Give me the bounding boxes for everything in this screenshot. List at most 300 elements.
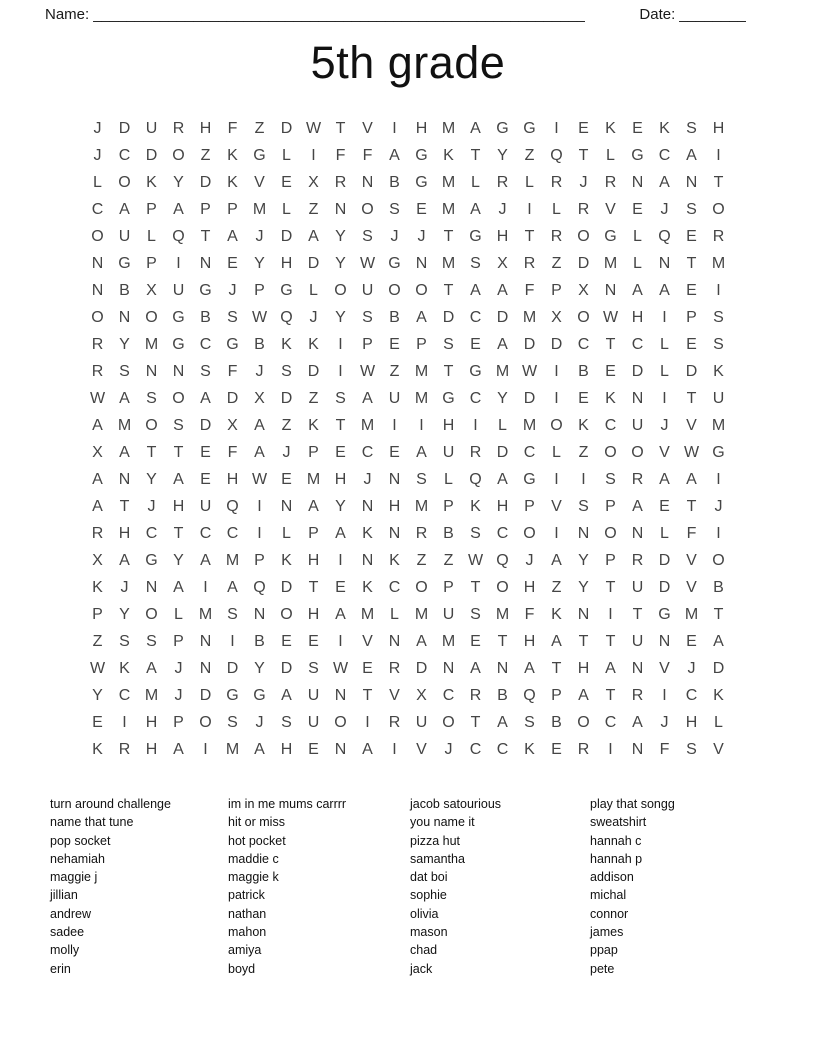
grid-cell: E (227, 254, 238, 272)
grid-cell: A (686, 146, 697, 164)
grid-cell: R (172, 119, 185, 137)
grid-cell: L (282, 146, 291, 164)
grid-row (84, 601, 732, 628)
grid-cell: X (254, 389, 265, 407)
grid-cell: L (174, 605, 183, 623)
grid-cell: Y (119, 605, 130, 623)
grid-cell: I (662, 686, 667, 704)
grid-cell: C (469, 389, 482, 407)
word-list-item: connor (590, 906, 629, 921)
grid-cell: Z (92, 632, 103, 650)
grid-cell: Q (253, 578, 266, 596)
grid-cell: S (173, 416, 184, 434)
grid-cell: Z (308, 200, 319, 218)
grid-cell: I (581, 470, 586, 488)
grid-cell: I (608, 605, 613, 623)
grid-cell: N (388, 470, 401, 488)
grid-cell: V (416, 740, 427, 758)
word-list-item: name that tune (50, 815, 134, 830)
grid-cell: E (551, 740, 562, 758)
grid-cell: C (226, 524, 239, 542)
grid-cell: I (230, 632, 235, 650)
grid-cell: M (306, 470, 321, 488)
grid-cell: U (631, 632, 644, 650)
grid-cell: O (604, 524, 617, 542)
grid-cell: V (686, 416, 697, 434)
grid-row (84, 142, 732, 169)
grid-cell: G (631, 146, 644, 164)
grid-cell: C (604, 713, 617, 731)
grid-cell: A (92, 497, 103, 515)
grid-cell: P (443, 578, 454, 596)
grid-cell: X (227, 416, 238, 434)
grid-cell: R (91, 362, 104, 380)
grid-cell: H (388, 497, 401, 515)
grid-cell: L (93, 173, 102, 191)
grid-cell: J (660, 713, 669, 731)
grid-cell: A (497, 335, 508, 353)
grid-cell: C (604, 416, 617, 434)
grid-cell: N (604, 281, 617, 299)
grid-cell: E (416, 200, 427, 218)
grid-cell: L (633, 254, 642, 272)
grid-cell: G (118, 254, 131, 272)
grid-cell: E (686, 281, 697, 299)
grid-cell: C (388, 578, 401, 596)
grid-cell: K (470, 497, 481, 515)
grid-cell: P (686, 308, 697, 326)
grid-cell: T (173, 443, 184, 461)
grid-cell: W (602, 308, 619, 326)
grid-cell: A (686, 470, 697, 488)
grid-cell: T (551, 659, 562, 677)
grid-cell: R (469, 686, 482, 704)
grid-cell: T (605, 686, 616, 704)
grid-cell: T (578, 632, 589, 650)
word-list-item: olivia (410, 906, 439, 921)
grid-cell: C (199, 335, 212, 353)
grid-cell: T (470, 578, 481, 596)
grid-cell: Y (119, 335, 130, 353)
grid-cell: O (577, 308, 590, 326)
word-list-item: hit or miss (228, 815, 285, 830)
grid-cell: T (200, 227, 211, 245)
grid-cell: Y (335, 497, 346, 515)
grid-cell: A (659, 281, 670, 299)
grid-cell: Z (200, 146, 211, 164)
grid-cell: G (442, 389, 455, 407)
grid-cell: B (497, 686, 508, 704)
grid-cell: I (203, 578, 208, 596)
grid-cell: C (685, 686, 698, 704)
grid-cell: B (551, 713, 562, 731)
grid-cell: L (525, 173, 534, 191)
grid-cell: B (443, 524, 454, 542)
grid-cell: H (280, 740, 293, 758)
grid-cell: C (658, 146, 671, 164)
grid-cell: A (578, 686, 589, 704)
word-list-column (50, 795, 228, 978)
word-list-item: patrick (228, 888, 265, 903)
grid-cell: W (251, 470, 268, 488)
grid-cell: G (415, 173, 428, 191)
grid-cell: S (470, 254, 481, 272)
grid-cell: Z (443, 551, 454, 569)
grid-cell: A (173, 740, 184, 758)
word-list-item: pete (590, 961, 615, 976)
date-group (639, 6, 746, 23)
grid-cell: S (713, 308, 724, 326)
grid-cell: J (714, 497, 723, 515)
grid-cell: R (118, 740, 131, 758)
grid-cell: T (335, 119, 346, 137)
grid-cell: S (686, 740, 697, 758)
grid-row (84, 385, 732, 412)
grid-cell: N (361, 497, 374, 515)
grid-cell: C (577, 335, 590, 353)
grid-cell: L (552, 200, 561, 218)
word-list-column (410, 795, 590, 978)
grid-cell: D (226, 659, 239, 677)
grid-cell: M (441, 254, 456, 272)
word-list-item: maggie j (50, 870, 98, 885)
grid-cell: S (227, 605, 238, 623)
word-list-item: mahon (228, 925, 267, 940)
grid-cell: X (551, 308, 562, 326)
word-list-item: samantha (410, 851, 465, 866)
grid-cell: R (550, 227, 563, 245)
grid-cell: A (308, 227, 319, 245)
grid-cell: J (147, 497, 156, 515)
grid-cell: I (419, 416, 424, 434)
grid-cell: A (659, 173, 670, 191)
grid-cell: D (145, 146, 158, 164)
grid-cell: S (362, 227, 373, 245)
grid-cell: E (659, 497, 670, 515)
name-label: Name: (45, 6, 90, 23)
grid-cell: A (254, 740, 265, 758)
grid-cell: K (713, 362, 724, 380)
grid-cell: D (307, 362, 320, 380)
grid-cell: H (307, 605, 320, 623)
word-list-item: chad (410, 943, 438, 958)
grid-cell: N (631, 740, 644, 758)
grid-cell: P (551, 281, 562, 299)
grid-cell: J (363, 470, 372, 488)
grid-cell: A (254, 416, 265, 434)
grid-cell: K (713, 686, 724, 704)
grid-cell: F (659, 740, 670, 758)
grid-cell: Y (92, 686, 103, 704)
grid-cell: C (118, 686, 131, 704)
grid-cell: M (144, 686, 159, 704)
grid-cell: O (118, 173, 131, 191)
grid-cell: Y (578, 551, 589, 569)
grid-cell: B (200, 308, 211, 326)
grid-cell: A (119, 200, 130, 218)
word-list-item: dat boi (410, 870, 448, 885)
grid-cell: T (605, 632, 616, 650)
grid-cell: D (280, 659, 293, 677)
grid-cell: A (632, 281, 643, 299)
grid-cell: O (199, 713, 212, 731)
word-list-item: sophie (410, 888, 447, 903)
grid-cell: T (362, 686, 373, 704)
word-list-item: mason (410, 925, 448, 940)
grid-cell: C (523, 443, 536, 461)
grid-cell: N (172, 362, 185, 380)
grid-cell: S (308, 659, 319, 677)
grid-cell: H (118, 524, 131, 542)
grid-cell: N (631, 524, 644, 542)
grid-cell: L (390, 605, 399, 623)
grid-cell: M (495, 362, 510, 380)
grid-cell: L (471, 173, 480, 191)
grid-cell: T (173, 524, 184, 542)
grid-cell: T (335, 416, 346, 434)
grid-cell: A (470, 281, 481, 299)
grid-cell: N (415, 254, 428, 272)
grid-cell: B (119, 281, 130, 299)
grid-cell: I (392, 119, 397, 137)
grid-row (84, 115, 732, 142)
grid-cell: I (365, 713, 370, 731)
grid-cell: U (145, 119, 158, 137)
grid-cell: Q (172, 227, 185, 245)
grid-cell: M (198, 605, 213, 623)
word-list-item: im in me mums carrrr (228, 797, 347, 811)
grid-cell: N (199, 254, 212, 272)
grid-cell: Y (497, 389, 508, 407)
grid-cell: D (280, 227, 293, 245)
grid-cell: H (577, 659, 590, 677)
grid-cell: V (659, 443, 670, 461)
grid-cell: X (92, 551, 103, 569)
grid-cell: O (577, 713, 590, 731)
grid-cell: I (716, 470, 721, 488)
grid-cell: G (604, 227, 617, 245)
grid-cell: Z (551, 578, 562, 596)
grid-cell: V (362, 119, 373, 137)
grid-cell: I (311, 146, 316, 164)
grid-cell: E (389, 443, 400, 461)
grid-row (84, 331, 732, 358)
grid-cell: A (362, 740, 373, 758)
grid-cell: W (683, 443, 700, 461)
grid-cell: F (524, 605, 535, 623)
word-list (0, 795, 816, 978)
grid-cell: T (443, 227, 454, 245)
grid-cell: N (361, 173, 374, 191)
grid-cell: M (225, 740, 240, 758)
grid-cell: L (282, 200, 291, 218)
grid-cell: M (360, 605, 375, 623)
word-list-item: amiya (228, 943, 262, 958)
grid-cell: A (119, 443, 130, 461)
grid-cell: J (390, 227, 399, 245)
grid-cell: I (338, 362, 343, 380)
grid-cell: I (716, 281, 721, 299)
grid-cell: L (147, 227, 156, 245)
date-blank-line: ________ (679, 6, 746, 23)
grid-cell: S (713, 335, 724, 353)
grid-cell: S (470, 524, 481, 542)
grid-cell: G (496, 119, 509, 137)
grid-cell: O (145, 308, 158, 326)
grid-cell: L (552, 443, 561, 461)
grid-cell: G (712, 443, 725, 461)
grid-cell: I (338, 335, 343, 353)
grid-cell: K (389, 551, 400, 569)
grid-cell: D (631, 362, 644, 380)
grid-cell: Y (335, 254, 346, 272)
grid-cell: O (334, 281, 347, 299)
word-list-item: sadee (50, 925, 85, 940)
grid-cell: E (686, 227, 697, 245)
grid-cell: W (359, 254, 376, 272)
grid-cell: D (280, 578, 293, 596)
grid-cell: I (176, 254, 181, 272)
grid-cell: J (174, 659, 183, 677)
grid-cell: K (92, 740, 103, 758)
grid-cell: N (91, 254, 104, 272)
grid-cell: R (577, 740, 590, 758)
grid-cell: C (442, 686, 455, 704)
grid-cell: E (308, 740, 319, 758)
grid-cell: Y (254, 254, 265, 272)
word-list-item: boyd (228, 961, 256, 976)
grid-cell: C (91, 200, 104, 218)
grid-cell: W (359, 362, 376, 380)
grid-cell: K (308, 416, 319, 434)
grid-row (84, 520, 732, 547)
grid-cell: P (524, 497, 535, 515)
grid-cell: A (200, 389, 211, 407)
grid-cell: S (362, 308, 373, 326)
grid-cell: O (496, 578, 509, 596)
grid-cell: A (173, 200, 184, 218)
grid-cell: A (632, 497, 643, 515)
grid-cell: R (631, 470, 644, 488)
grid-cell: X (497, 254, 508, 272)
word-list-item: hannah c (590, 833, 642, 848)
grid-cell: C (469, 308, 482, 326)
grid-cell: V (659, 659, 670, 677)
grid-cell: A (119, 551, 130, 569)
grid-cell: L (660, 524, 669, 542)
grid-cell: B (578, 362, 589, 380)
grid-cell: S (605, 470, 616, 488)
grid-cell: G (658, 605, 671, 623)
grid-cell: C (118, 146, 131, 164)
grid-cell: U (172, 281, 185, 299)
grid-cell: N (334, 200, 347, 218)
grid-cell: Q (469, 470, 482, 488)
grid-cell: K (281, 335, 292, 353)
grid-cell: F (227, 119, 238, 137)
grid-cell: I (257, 524, 262, 542)
grid-cell: N (631, 659, 644, 677)
grid-cell: G (253, 686, 266, 704)
grid-cell: Z (578, 443, 589, 461)
grid-cell: A (497, 470, 508, 488)
grid-cell: A (146, 659, 157, 677)
grid-cell: S (524, 713, 535, 731)
grid-cell: E (200, 443, 211, 461)
grid-cell: A (173, 470, 184, 488)
word-list-item: jack (410, 961, 433, 976)
grid-cell: O (334, 713, 347, 731)
grid-cell: D (199, 686, 212, 704)
grid-cell: J (417, 227, 426, 245)
grid-cell: T (632, 605, 643, 623)
grid-cell: I (608, 740, 613, 758)
grid-cell: K (281, 551, 292, 569)
grid-cell: U (388, 389, 401, 407)
grid-cell: P (308, 524, 319, 542)
grid-cell: Y (146, 470, 157, 488)
grid-cell: T (470, 146, 481, 164)
grid-cell: M (252, 200, 267, 218)
word-list-item: ppap (590, 943, 618, 958)
grid-cell: Y (497, 146, 508, 164)
grid-cell: E (335, 443, 346, 461)
grid-cell: I (554, 524, 559, 542)
grid-cell: K (443, 146, 454, 164)
grid-cell: W (305, 119, 322, 137)
grid-cell: R (712, 227, 725, 245)
grid-cell: R (388, 713, 401, 731)
grid-cell: D (496, 443, 509, 461)
grid-cell: L (606, 146, 615, 164)
grid-cell: M (144, 335, 159, 353)
grid-cell: N (388, 524, 401, 542)
grid-cell: Y (173, 551, 184, 569)
word-list-item: you name it (410, 815, 475, 830)
grid-cell: U (442, 443, 455, 461)
grid-cell: O (712, 200, 725, 218)
grid-cell: O (280, 605, 293, 623)
grid-cell: J (255, 362, 264, 380)
grid-cell: E (632, 200, 643, 218)
grid-cell: G (415, 146, 428, 164)
grid-cell: H (226, 470, 239, 488)
grid-cell: K (605, 119, 616, 137)
grid-cell: X (578, 281, 589, 299)
grid-cell: P (362, 335, 373, 353)
grid-cell: O (91, 227, 104, 245)
grid-cell: G (523, 119, 536, 137)
grid-cell: Y (254, 659, 265, 677)
word-list-item: michal (590, 888, 627, 903)
grid-cell: E (686, 335, 697, 353)
grid-cell: T (713, 605, 724, 623)
grid-cell: J (228, 281, 237, 299)
grid-cell: Z (308, 389, 319, 407)
grid-cell: F (362, 146, 373, 164)
grid-cell: S (227, 308, 238, 326)
grid-cell: V (254, 173, 265, 191)
grid-cell: T (524, 227, 535, 245)
grid-cell: J (660, 200, 669, 218)
grid-cell: J (660, 416, 669, 434)
grid-cell: U (415, 713, 428, 731)
grid-cell: Y (173, 173, 184, 191)
grid-cell: D (199, 173, 212, 191)
grid-cell: E (308, 632, 319, 650)
grid-cell: L (444, 470, 453, 488)
grid-cell: M (414, 389, 429, 407)
